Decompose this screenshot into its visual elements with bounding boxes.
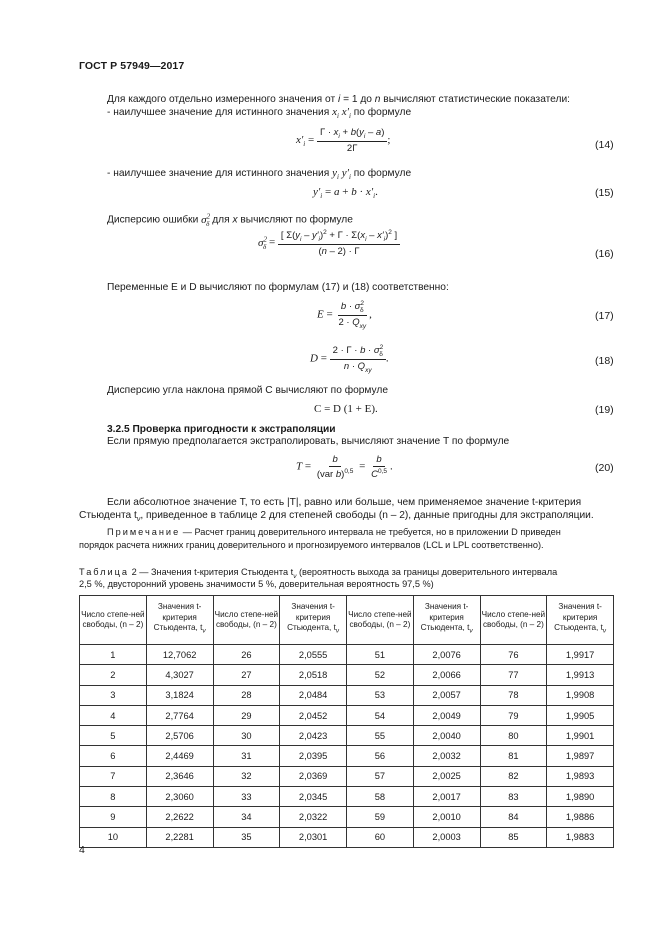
table-row [80, 645, 614, 665]
t-value-cell: 2,2281 [146, 827, 213, 847]
dof-cell: 4 [80, 705, 147, 725]
page-number: 4 [79, 844, 85, 856]
table-row [80, 766, 614, 786]
dof-cell: 60 [347, 827, 414, 847]
t-value-cell: 2,0066 [413, 665, 480, 685]
dof-cell: 51 [347, 645, 414, 665]
dof-cell: 27 [213, 665, 280, 685]
note-line1: Примечание — Расчет границ доверительного интервала не требуется, но в приложении D приведен [107, 527, 561, 537]
t-value-cell: 2,0301 [280, 827, 347, 847]
dof-cell: 3 [80, 685, 147, 705]
dof-cell: 10 [80, 827, 147, 847]
dof-cell: 9 [80, 807, 147, 827]
t-value-cell: 2,5706 [146, 726, 213, 746]
t-value-cell: 2,0484 [280, 685, 347, 705]
table-row [80, 685, 614, 705]
t-value-cell: 2,0369 [280, 766, 347, 786]
table-row [80, 787, 614, 807]
t-value-cell: 2,0057 [413, 685, 480, 705]
dof-cell: 28 [213, 685, 280, 705]
dof-cell: 85 [480, 827, 547, 847]
t-value-cell: 2,0032 [413, 746, 480, 766]
t-value-cell: 2,0395 [280, 746, 347, 766]
nu-subscript: ν [335, 628, 340, 636]
dof-cell: 52 [347, 665, 414, 685]
t-value-cell: 2,0010 [413, 807, 480, 827]
header-dof-2: Число степе-ней свободы, (n – 2) [213, 596, 280, 645]
t-value-cell: 1,9913 [547, 665, 614, 685]
t-value-cell: 1,9901 [547, 726, 614, 746]
variables-line: Переменные E и D вычисляют по формулам (17) и (18) соответственно: [107, 282, 449, 293]
dof-cell: 1 [80, 645, 147, 665]
abs-value-paragraph-line1: Если абсолютное значение T, то есть |T|, равно или больше, чем применяемое значение t-критерия [107, 497, 582, 508]
header-t-3: Значения t-критерия Стьюдента, $t_\nu$ [413, 596, 480, 645]
t-value-cell: 1,9886 [547, 807, 614, 827]
t-value-cell: 1,9897 [547, 746, 614, 766]
dof-cell: 7 [80, 766, 147, 786]
t-value-cell: 2,4469 [146, 746, 213, 766]
dof-cell: 84 [480, 807, 547, 827]
nu-subscript: ν [469, 628, 473, 636]
note-line2: порядок расчета нижних границ доверительного и прогнозируемого интервалов (LCL и LPL соответственно). [79, 540, 544, 550]
t-value-cell: 2,2622 [146, 807, 213, 827]
t-value-cell: 2,0423 [280, 726, 347, 746]
section-title: 3.2.5 Проверка пригодности к экстраполяции [107, 424, 336, 435]
dof-cell: 83 [480, 787, 547, 807]
equation-19: C = D (1 + E). [314, 403, 378, 415]
t-value-cell: 2,7764 [146, 705, 213, 725]
sigma-dispersion-line: Дисперсию ошибки $\sigma^2_\delta$ для x вычисляют по формуле [107, 212, 353, 228]
dof-cell: 29 [213, 705, 280, 725]
t-value-cell: 2,0518 [280, 665, 347, 685]
dof-cell: 2 [80, 665, 147, 685]
header-dof-3: Число степе-ней свободы, (n – 2) [347, 596, 414, 645]
dof-cell: 53 [347, 685, 414, 705]
extrapolation-line: Если прямую предполагается экстраполировать, вычисляют значение T по формуле [107, 436, 510, 447]
t-value-cell: 2,0040 [413, 726, 480, 746]
t-value-cell: 2,0322 [280, 807, 347, 827]
dof-cell: 76 [480, 645, 547, 665]
dof-cell: 33 [213, 787, 280, 807]
dof-cell: 82 [480, 766, 547, 786]
equation-17: E = $\frac{b \cdot \sigma^2_\delta}{2 \cdot Q_{xy}}$ , [317, 300, 372, 330]
t-value-cell: 4,3027 [146, 665, 213, 685]
dof-cell: 58 [347, 787, 414, 807]
dof-cell: 79 [480, 705, 547, 725]
dof-cell: 35 [213, 827, 280, 847]
t-value-cell: 2,0345 [280, 787, 347, 807]
bullet-x-best: - наилучшее значение для истинного значения $x_i$ $x'_i$ по формуле [107, 106, 412, 121]
t-value-cell: 1,9908 [547, 685, 614, 705]
dof-cell: 34 [213, 807, 280, 827]
dof-cell: 78 [480, 685, 547, 705]
t-value-cell: 2,3060 [146, 787, 213, 807]
abs-value-paragraph-line2: Стьюдента $t_\nu$, приведенное в таблице 2 для степеней свободы (n – 2), данные пригодны для экстраполяции. [79, 510, 594, 524]
student-t-table [79, 595, 614, 848]
table-row [80, 705, 614, 725]
table-caption-line2: 2,5 %, двусторонний уровень значимости 5 %, доверительная вероятность 97,5 %) [79, 579, 434, 589]
table-row [80, 665, 614, 685]
table-caption-line1: Таблица 2 — Значения t-критерия Стьюдента $t_\nu$ (вероятность выхода за границы доверительного интервала [79, 567, 558, 580]
table-header-row [80, 596, 614, 645]
dof-cell: 8 [80, 787, 147, 807]
nu-subscript: ν [602, 628, 607, 636]
t-value-cell: 1,9917 [547, 645, 614, 665]
header-dof-1: Число степе-ней свободы, (n – 2) [80, 596, 147, 645]
header-dof-4: Число степе-ней свободы, (n – 2) [480, 596, 547, 645]
table-row [80, 726, 614, 746]
dof-cell: 30 [213, 726, 280, 746]
t-value-cell: 12,7062 [146, 645, 213, 665]
intro-paragraph: Для каждого отдельно измеренного значения от i = 1 до n вычисляют статистические показатели: [107, 94, 570, 105]
slope-dispersion-line: Дисперсию угла наклона прямой C вычисляют по формуле [107, 385, 389, 396]
t-value-cell: 3,1824 [146, 685, 213, 705]
table-row [80, 746, 614, 766]
dof-cell: 57 [347, 766, 414, 786]
t-value-cell: 2,0017 [413, 787, 480, 807]
equation-number-14: (14) [595, 139, 614, 151]
dof-cell: 59 [347, 807, 414, 827]
t-value-cell: 1,9883 [547, 827, 614, 847]
t-value-cell: 1,9890 [547, 787, 614, 807]
equation-number-17: (17) [595, 310, 614, 322]
bullet-y-best: - наилучшее значение для истинного значения $y_i$ $y'_i$ по формуле [107, 167, 412, 182]
t-value-cell: 2,0003 [413, 827, 480, 847]
dof-cell: 31 [213, 746, 280, 766]
table-row [80, 827, 614, 847]
dof-cell: 81 [480, 746, 547, 766]
equation-16: $\sigma^2_\delta$ = $\frac{[ \Sigma(y_i - y'_i)^2 + \Gamma \cdot \Sigma(x_i - x'_i)^2 ]}{(n - 2) \cdot \Gamma}$ [258, 229, 400, 257]
header-t-2: Значения t-критерия Стьюдента, $t_\nu$ [280, 596, 347, 645]
equation-number-20: (20) [595, 462, 614, 474]
dof-cell: 55 [347, 726, 414, 746]
equation-18: D = $\frac{2 \cdot \Gamma \cdot b \cdot \sigma^2_\delta}{n \cdot Q_{xy}}$ . [310, 344, 389, 374]
t-value-cell: 2,0049 [413, 705, 480, 725]
t-value-cell: 2,0555 [280, 645, 347, 665]
equation-number-19: (19) [595, 404, 614, 416]
header-t-1: Значения t-критерия Стьюдента, $t_\nu$ [146, 596, 213, 645]
equation-15: $y'_i = a + b \cdot x'_i$. [313, 186, 378, 201]
nu-subscript: ν [202, 628, 206, 636]
dof-cell: 80 [480, 726, 547, 746]
equation-number-16: (16) [595, 248, 614, 260]
dof-cell: 6 [80, 746, 147, 766]
t-value-cell: 2,0452 [280, 705, 347, 725]
dof-cell: 77 [480, 665, 547, 685]
document-header: ГОСТ Р 57949—2017 [79, 60, 185, 72]
equation-number-15: (15) [595, 187, 614, 199]
table-row [80, 807, 614, 827]
t-value-cell: 1,9893 [547, 766, 614, 786]
t-value-cell: 2,3646 [146, 766, 213, 786]
dof-cell: 56 [347, 746, 414, 766]
t-value-cell: 1,9905 [547, 705, 614, 725]
dof-cell: 26 [213, 645, 280, 665]
dof-cell: 32 [213, 766, 280, 786]
t-value-cell: 2,0076 [413, 645, 480, 665]
t-value-cell: 2,0025 [413, 766, 480, 786]
header-t-4: Значения t-критерия Стьюдента, $t_\nu$ [547, 596, 614, 645]
equation-14: $x'_i$ = $\frac{\Gamma \cdot x_i + b(y_i - a)}{2\Gamma}$ ; [296, 127, 391, 154]
equation-number-18: (18) [595, 355, 614, 367]
equation-20: T = $\frac{b}{(var b)^{0,5}}$ = $\frac{b}{C^{0,5}}$ . [296, 454, 393, 481]
dof-cell: 54 [347, 705, 414, 725]
dof-cell: 5 [80, 726, 147, 746]
